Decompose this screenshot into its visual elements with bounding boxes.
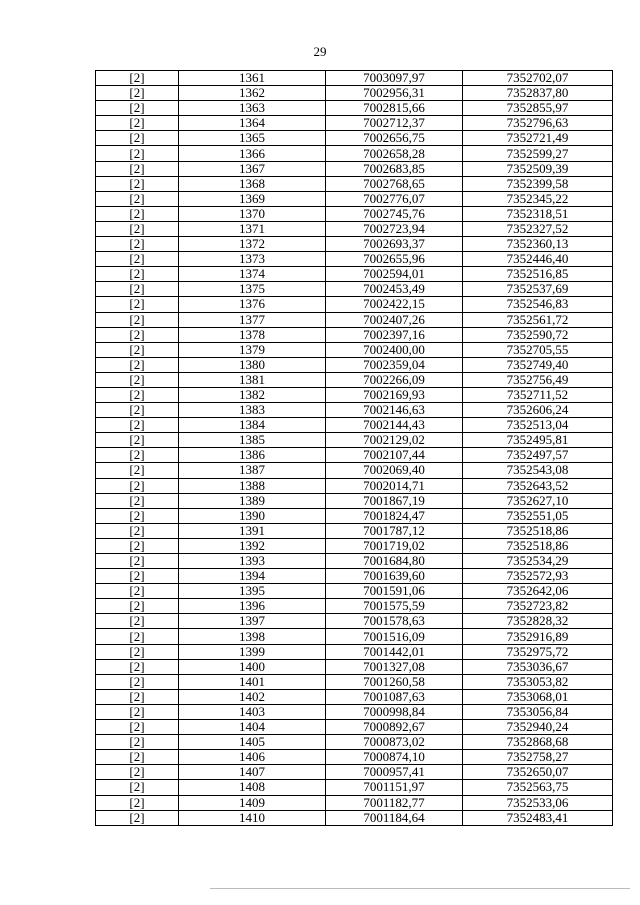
table-row [96, 206, 613, 221]
table-row [96, 252, 613, 267]
point-number-cell: 1392 [179, 538, 326, 553]
table-row [96, 478, 613, 493]
point-number-cell: 1403 [179, 704, 326, 719]
table-row [96, 221, 613, 236]
ref-cell: [2] [96, 644, 179, 659]
ref-cell: [2] [96, 614, 179, 629]
point-number-cell: 1379 [179, 342, 326, 357]
page-number: 29 [313, 44, 327, 59]
x-coordinate-cell: 7000998,84 [326, 704, 463, 719]
x-coordinate-cell: 7002407,26 [326, 312, 463, 327]
point-number-cell: 1393 [179, 554, 326, 569]
y-coordinate-cell: 7352518,86 [463, 523, 613, 538]
ref-cell: [2] [96, 116, 179, 131]
ref-cell: [2] [96, 674, 179, 689]
ref-cell: [2] [96, 403, 179, 418]
y-coordinate-cell: 7352650,07 [463, 765, 613, 780]
point-number-cell: 1372 [179, 237, 326, 252]
y-coordinate-cell: 7352533,06 [463, 795, 613, 810]
ref-cell: [2] [96, 433, 179, 448]
point-number-cell: 1408 [179, 780, 326, 795]
table-row [96, 720, 613, 735]
point-number-cell: 1374 [179, 267, 326, 282]
y-coordinate-cell: 7352749,40 [463, 357, 613, 372]
point-number-cell: 1401 [179, 674, 326, 689]
point-number-cell: 1368 [179, 176, 326, 191]
x-coordinate-cell: 7002776,07 [326, 191, 463, 206]
x-coordinate-cell: 7002422,15 [326, 297, 463, 312]
x-coordinate-cell: 7002655,96 [326, 252, 463, 267]
y-coordinate-cell: 7352642,06 [463, 584, 613, 599]
y-coordinate-cell: 7352360,13 [463, 237, 613, 252]
ref-cell: [2] [96, 146, 179, 161]
point-number-cell: 1383 [179, 403, 326, 418]
table-row [96, 71, 613, 86]
table-row [96, 387, 613, 402]
x-coordinate-cell: 7002815,66 [326, 101, 463, 116]
table-row [96, 569, 613, 584]
table-row [96, 765, 613, 780]
x-coordinate-cell: 7001824,47 [326, 508, 463, 523]
point-number-cell: 1373 [179, 252, 326, 267]
ref-cell: [2] [96, 659, 179, 674]
x-coordinate-cell: 7002956,31 [326, 86, 463, 101]
x-coordinate-cell: 7001182,77 [326, 795, 463, 810]
y-coordinate-cell: 7352563,75 [463, 780, 613, 795]
x-coordinate-cell: 7002107,44 [326, 448, 463, 463]
table-row [96, 372, 613, 387]
y-coordinate-cell: 7352497,57 [463, 448, 613, 463]
y-coordinate-cell: 7352758,27 [463, 750, 613, 765]
ref-cell: [2] [96, 629, 179, 644]
point-number-cell: 1370 [179, 206, 326, 221]
x-coordinate-cell: 7003097,97 [326, 71, 463, 86]
point-number-cell: 1394 [179, 569, 326, 584]
point-number-cell: 1389 [179, 493, 326, 508]
y-coordinate-cell: 7352837,80 [463, 86, 613, 101]
ref-cell: [2] [96, 765, 179, 780]
y-coordinate-cell: 7352483,41 [463, 810, 613, 825]
table-row [96, 131, 613, 146]
ref-cell: [2] [96, 780, 179, 795]
x-coordinate-cell: 7002683,85 [326, 161, 463, 176]
table-row [96, 795, 613, 810]
y-coordinate-cell: 7352723,82 [463, 599, 613, 614]
x-coordinate-cell: 7002453,49 [326, 282, 463, 297]
table-row [96, 403, 613, 418]
ref-cell: [2] [96, 463, 179, 478]
point-number-cell: 1388 [179, 478, 326, 493]
ref-cell: [2] [96, 176, 179, 191]
y-coordinate-cell: 7352572,93 [463, 569, 613, 584]
x-coordinate-cell: 7002169,93 [326, 387, 463, 402]
point-number-cell: 1395 [179, 584, 326, 599]
point-number-cell: 1387 [179, 463, 326, 478]
y-coordinate-cell: 7352561,72 [463, 312, 613, 327]
x-coordinate-cell: 7001575,59 [326, 599, 463, 614]
y-coordinate-cell: 7352975,72 [463, 644, 613, 659]
x-coordinate-cell: 7000957,41 [326, 765, 463, 780]
point-number-cell: 1400 [179, 659, 326, 674]
point-number-cell: 1397 [179, 614, 326, 629]
table-row [96, 810, 613, 825]
ref-cell: [2] [96, 282, 179, 297]
y-coordinate-cell: 7352509,39 [463, 161, 613, 176]
y-coordinate-cell: 7352756,49 [463, 372, 613, 387]
ref-cell: [2] [96, 689, 179, 704]
table-row [96, 267, 613, 282]
y-coordinate-cell: 7353068,01 [463, 689, 613, 704]
table-row [96, 448, 613, 463]
y-coordinate-cell: 7352855,97 [463, 101, 613, 116]
table-row [96, 282, 613, 297]
table-row [96, 599, 613, 614]
y-coordinate-cell: 7353053,82 [463, 674, 613, 689]
ref-cell: [2] [96, 704, 179, 719]
point-number-cell: 1361 [179, 71, 326, 86]
point-number-cell: 1367 [179, 161, 326, 176]
x-coordinate-cell: 7002658,28 [326, 146, 463, 161]
y-coordinate-cell: 7352940,24 [463, 720, 613, 735]
y-coordinate-cell: 7352702,07 [463, 71, 613, 86]
point-number-cell: 1385 [179, 433, 326, 448]
ref-cell: [2] [96, 493, 179, 508]
table-row [96, 418, 613, 433]
point-number-cell: 1365 [179, 131, 326, 146]
point-number-cell: 1407 [179, 765, 326, 780]
x-coordinate-cell: 7002146,63 [326, 403, 463, 418]
ref-cell: [2] [96, 735, 179, 750]
x-coordinate-cell: 7002359,04 [326, 357, 463, 372]
table-row [96, 750, 613, 765]
table-row [96, 584, 613, 599]
point-number-cell: 1366 [179, 146, 326, 161]
point-number-cell: 1362 [179, 86, 326, 101]
table-row [96, 508, 613, 523]
table-row [96, 659, 613, 674]
ref-cell: [2] [96, 86, 179, 101]
x-coordinate-cell: 7002266,09 [326, 372, 463, 387]
table-row [96, 433, 613, 448]
x-coordinate-cell: 7001684,80 [326, 554, 463, 569]
x-coordinate-cell: 7001087,63 [326, 689, 463, 704]
table-row [96, 614, 613, 629]
x-coordinate-cell: 7002144,43 [326, 418, 463, 433]
y-coordinate-cell: 7352868,68 [463, 735, 613, 750]
y-coordinate-cell: 7352543,08 [463, 463, 613, 478]
ref-cell: [2] [96, 206, 179, 221]
table-row [96, 629, 613, 644]
y-coordinate-cell: 7352534,29 [463, 554, 613, 569]
x-coordinate-cell: 7002014,71 [326, 478, 463, 493]
ref-cell: [2] [96, 221, 179, 236]
ref-cell: [2] [96, 750, 179, 765]
point-number-cell: 1406 [179, 750, 326, 765]
point-number-cell: 1371 [179, 221, 326, 236]
point-number-cell: 1386 [179, 448, 326, 463]
point-number-cell: 1375 [179, 282, 326, 297]
y-coordinate-cell: 7352327,52 [463, 221, 613, 236]
y-coordinate-cell: 7352796,63 [463, 116, 613, 131]
ref-cell: [2] [96, 327, 179, 342]
ref-cell: [2] [96, 795, 179, 810]
y-coordinate-cell: 7352546,83 [463, 297, 613, 312]
x-coordinate-cell: 7002656,75 [326, 131, 463, 146]
y-coordinate-cell: 7353056,84 [463, 704, 613, 719]
point-number-cell: 1381 [179, 372, 326, 387]
table-row [96, 237, 613, 252]
x-coordinate-cell: 7000892,67 [326, 720, 463, 735]
table-row [96, 735, 613, 750]
ref-cell: [2] [96, 237, 179, 252]
y-coordinate-cell: 7352916,89 [463, 629, 613, 644]
table-row [96, 342, 613, 357]
x-coordinate-cell: 7002129,02 [326, 433, 463, 448]
y-coordinate-cell: 7352446,40 [463, 252, 613, 267]
y-coordinate-cell: 7352345,22 [463, 191, 613, 206]
x-coordinate-cell: 7000874,10 [326, 750, 463, 765]
y-coordinate-cell: 7352516,85 [463, 267, 613, 282]
ref-cell: [2] [96, 599, 179, 614]
ref-cell: [2] [96, 418, 179, 433]
y-coordinate-cell: 7352705,55 [463, 342, 613, 357]
coordinates-table [95, 70, 613, 826]
point-number-cell: 1378 [179, 327, 326, 342]
ref-cell: [2] [96, 810, 179, 825]
x-coordinate-cell: 7001639,60 [326, 569, 463, 584]
point-number-cell: 1384 [179, 418, 326, 433]
point-number-cell: 1380 [179, 357, 326, 372]
x-coordinate-cell: 7001151,97 [326, 780, 463, 795]
ref-cell: [2] [96, 267, 179, 282]
x-coordinate-cell: 7001327,08 [326, 659, 463, 674]
x-coordinate-cell: 7001260,58 [326, 674, 463, 689]
table-row [96, 493, 613, 508]
table-row [96, 161, 613, 176]
x-coordinate-cell: 7001787,12 [326, 523, 463, 538]
y-coordinate-cell: 7352828,32 [463, 614, 613, 629]
table-row [96, 146, 613, 161]
table-body [96, 71, 613, 826]
x-coordinate-cell: 7002723,94 [326, 221, 463, 236]
x-coordinate-cell: 7002400,00 [326, 342, 463, 357]
x-coordinate-cell: 7001516,09 [326, 629, 463, 644]
ref-cell: [2] [96, 71, 179, 86]
ref-cell: [2] [96, 312, 179, 327]
y-coordinate-cell: 7352711,52 [463, 387, 613, 402]
table-row [96, 523, 613, 538]
ref-cell: [2] [96, 538, 179, 553]
point-number-cell: 1398 [179, 629, 326, 644]
ref-cell: [2] [96, 387, 179, 402]
ref-cell: [2] [96, 478, 179, 493]
x-coordinate-cell: 7001591,06 [326, 584, 463, 599]
x-coordinate-cell: 7002069,40 [326, 463, 463, 478]
table-row [96, 674, 613, 689]
table-row [96, 191, 613, 206]
x-coordinate-cell: 7001184,64 [326, 810, 463, 825]
table-row [96, 327, 613, 342]
ref-cell: [2] [96, 448, 179, 463]
x-coordinate-cell: 7000873,02 [326, 735, 463, 750]
x-coordinate-cell: 7001442,01 [326, 644, 463, 659]
point-number-cell: 1396 [179, 599, 326, 614]
table-row [96, 644, 613, 659]
y-coordinate-cell: 7352551,05 [463, 508, 613, 523]
ref-cell: [2] [96, 101, 179, 116]
ref-cell: [2] [96, 161, 179, 176]
table-row [96, 554, 613, 569]
y-coordinate-cell: 7352513,04 [463, 418, 613, 433]
x-coordinate-cell: 7002745,76 [326, 206, 463, 221]
table-row [96, 101, 613, 116]
y-coordinate-cell: 7352590,72 [463, 327, 613, 342]
ref-cell: [2] [96, 720, 179, 735]
y-coordinate-cell: 7352537,69 [463, 282, 613, 297]
scan-edge-line [210, 888, 630, 889]
point-number-cell: 1363 [179, 101, 326, 116]
table-row [96, 538, 613, 553]
table-row [96, 780, 613, 795]
y-coordinate-cell: 7352318,51 [463, 206, 613, 221]
point-number-cell: 1391 [179, 523, 326, 538]
ref-cell: [2] [96, 191, 179, 206]
x-coordinate-cell: 7001578,63 [326, 614, 463, 629]
y-coordinate-cell: 7352627,10 [463, 493, 613, 508]
y-coordinate-cell: 7352399,58 [463, 176, 613, 191]
ref-cell: [2] [96, 131, 179, 146]
x-coordinate-cell: 7002397,16 [326, 327, 463, 342]
ref-cell: [2] [96, 342, 179, 357]
x-coordinate-cell: 7002712,37 [326, 116, 463, 131]
table-row [96, 357, 613, 372]
point-number-cell: 1402 [179, 689, 326, 704]
table-row [96, 704, 613, 719]
y-coordinate-cell: 7352606,24 [463, 403, 613, 418]
ref-cell: [2] [96, 508, 179, 523]
ref-cell: [2] [96, 252, 179, 267]
point-number-cell: 1382 [179, 387, 326, 402]
table-row [96, 86, 613, 101]
table-row [96, 312, 613, 327]
x-coordinate-cell: 7002768,65 [326, 176, 463, 191]
y-coordinate-cell: 7352721,49 [463, 131, 613, 146]
point-number-cell: 1377 [179, 312, 326, 327]
y-coordinate-cell: 7353036,67 [463, 659, 613, 674]
point-number-cell: 1405 [179, 735, 326, 750]
ref-cell: [2] [96, 523, 179, 538]
table-row [96, 463, 613, 478]
point-number-cell: 1364 [179, 116, 326, 131]
ref-cell: [2] [96, 297, 179, 312]
table-row [96, 116, 613, 131]
table-row [96, 689, 613, 704]
point-number-cell: 1409 [179, 795, 326, 810]
point-number-cell: 1399 [179, 644, 326, 659]
point-number-cell: 1404 [179, 720, 326, 735]
table-row [96, 176, 613, 191]
x-coordinate-cell: 7001867,19 [326, 493, 463, 508]
point-number-cell: 1410 [179, 810, 326, 825]
x-coordinate-cell: 7002693,37 [326, 237, 463, 252]
ref-cell: [2] [96, 569, 179, 584]
ref-cell: [2] [96, 554, 179, 569]
point-number-cell: 1376 [179, 297, 326, 312]
y-coordinate-cell: 7352599,27 [463, 146, 613, 161]
y-coordinate-cell: 7352495,81 [463, 433, 613, 448]
ref-cell: [2] [96, 372, 179, 387]
table-row [96, 297, 613, 312]
y-coordinate-cell: 7352518,86 [463, 538, 613, 553]
x-coordinate-cell: 7001719,02 [326, 538, 463, 553]
point-number-cell: 1369 [179, 191, 326, 206]
y-coordinate-cell: 7352643,52 [463, 478, 613, 493]
ref-cell: [2] [96, 357, 179, 372]
x-coordinate-cell: 7002594,01 [326, 267, 463, 282]
point-number-cell: 1390 [179, 508, 326, 523]
ref-cell: [2] [96, 584, 179, 599]
